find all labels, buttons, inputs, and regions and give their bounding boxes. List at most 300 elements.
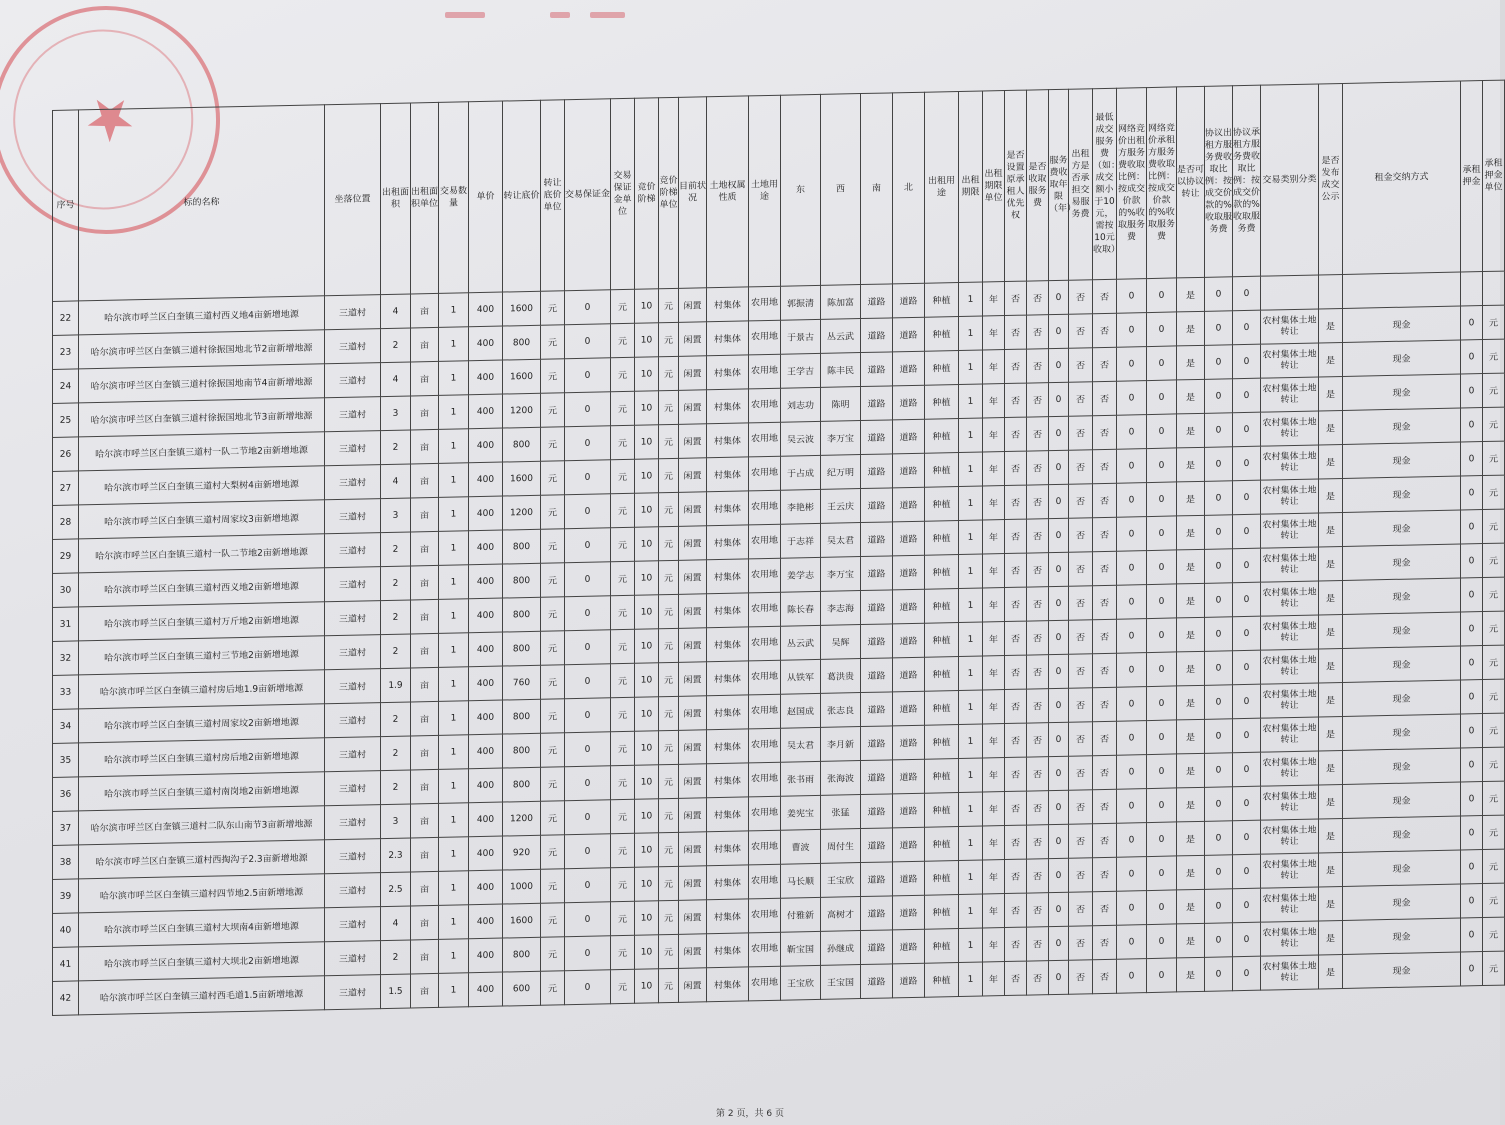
cell-area: 4	[381, 294, 411, 329]
cell-qty: 1	[439, 429, 469, 464]
header-floor-unit: 转让底价单位	[541, 100, 565, 292]
cell-no2: 0	[1147, 312, 1177, 347]
cell-n: 道路	[893, 623, 925, 658]
cell-e: 姜宪宝	[781, 795, 821, 830]
cell-a1: 0	[1205, 821, 1233, 856]
cell-lu: 种植	[925, 521, 959, 556]
cell-pub: 是	[1319, 954, 1343, 989]
cell-a1: 0	[1205, 583, 1233, 618]
header-east: 东	[781, 94, 821, 286]
cell-fy: 0	[1049, 722, 1069, 756]
cell-pay: 现金	[1343, 748, 1461, 784]
cell-e: 马长顺	[781, 863, 821, 898]
cell-own: 村集体	[707, 525, 749, 560]
cell-lu: 种植	[925, 759, 959, 794]
cell-term: 1	[959, 520, 983, 555]
cell-e: 赵国成	[781, 693, 821, 728]
cell-qty: 1	[439, 973, 469, 1008]
cell-qty: 1	[439, 463, 469, 498]
cell-no: 37	[53, 811, 79, 846]
cell-name: 哈尔滨市呼兰区白奎镇三道村一队二节地2亩新增地源	[79, 534, 325, 573]
header-fee-years: 服务费收取年限（年）	[1049, 89, 1069, 280]
cell-su: 元	[659, 424, 679, 458]
cell-e: 王学吉	[781, 353, 821, 388]
cell-lu: 种植	[925, 827, 959, 862]
cell-a1: 0	[1205, 311, 1233, 346]
cell-own: 村集体	[707, 967, 749, 1002]
cell-own: 村集体	[707, 287, 749, 322]
cell-area: 2	[381, 702, 411, 737]
cell-price: 400	[469, 326, 503, 361]
seal-star-icon: ★	[68, 74, 151, 161]
cell-lf: 否	[1069, 960, 1093, 995]
cell-dep: 0	[565, 902, 611, 937]
cell-ld: 0	[1461, 680, 1483, 714]
cell-tu: 年	[983, 894, 1005, 928]
cell-unit: 亩	[411, 735, 439, 770]
cell-ag: 是	[1177, 311, 1205, 346]
cell-mf: 否	[1093, 857, 1117, 892]
cell-tu: 年	[983, 758, 1005, 792]
cell-status: 闲置	[679, 968, 707, 1003]
cell-mf: 否	[1093, 483, 1117, 518]
cell-no2: 0	[1147, 720, 1177, 755]
cell-pub: 是	[1319, 648, 1343, 683]
cell-dep: 0	[565, 460, 611, 495]
cell-use: 农用地	[749, 592, 781, 627]
cell-loc: 三道村	[325, 363, 381, 398]
cell-tu: 年	[983, 860, 1005, 894]
cell-no2: 0	[1147, 482, 1177, 517]
cell-name: 哈尔滨市呼兰区白奎镇三道村南岗地2亩新增地源	[79, 772, 325, 811]
cell-ag: 是	[1177, 889, 1205, 924]
cell-price: 400	[469, 734, 503, 769]
cell-f: 否	[1027, 859, 1049, 893]
cell-lf: 否	[1069, 382, 1093, 417]
cell-term: 1	[959, 656, 983, 691]
cell-f: 否	[1027, 553, 1049, 587]
cell-price: 400	[469, 632, 503, 667]
cell-no1: 0	[1117, 823, 1147, 858]
cell-floor: 800	[503, 767, 541, 802]
cell-su: 元	[659, 628, 679, 662]
cell-term: 1	[959, 758, 983, 793]
cell-ld: 0	[1461, 510, 1483, 544]
cell-tu: 年	[983, 656, 1005, 690]
cell-price: 400	[469, 972, 503, 1007]
cell-a2: 0	[1233, 480, 1261, 515]
cell-ldu: 元	[1483, 713, 1505, 747]
cell-term: 1	[959, 622, 983, 657]
cell-tu: 年	[983, 350, 1005, 384]
cell-fu: 元	[541, 597, 565, 632]
cell-a1: 0	[1205, 345, 1233, 380]
cell-w: 李万宝	[821, 557, 861, 592]
cell-floor: 800	[503, 529, 541, 564]
cell-step: 10	[635, 969, 659, 1004]
cell-a1: 0	[1205, 379, 1233, 414]
cell-no2: 0	[1147, 686, 1177, 721]
cell-step: 10	[635, 289, 659, 324]
header-name: 标的名称	[79, 105, 325, 301]
cell-no: 39	[53, 879, 79, 914]
cell-own: 村集体	[707, 457, 749, 492]
header-net-in: 网络竞价承租方服务费收取比例：按成交价款的%收取服务费	[1147, 87, 1177, 279]
cell-ld: 0	[1461, 340, 1483, 374]
cell-cat: 农村集体土地转让	[1261, 343, 1319, 378]
cell-p: 否	[1005, 927, 1027, 961]
cell-n: 道路	[893, 827, 925, 862]
cell-a1: 0	[1205, 855, 1233, 890]
cell-no2: 0	[1147, 346, 1177, 381]
cell-mf: 否	[1093, 381, 1117, 416]
cell-no1: 0	[1117, 585, 1147, 620]
cell-fy: 0	[1049, 586, 1069, 620]
cell-cat: 农村集体土地转让	[1261, 887, 1319, 922]
cell-s: 道路	[861, 318, 893, 353]
cell-du: 元	[611, 459, 635, 494]
cell-cat: 农村集体土地转让	[1261, 683, 1319, 718]
header-deposit-unit: 交易保证金单位	[611, 98, 635, 290]
cell-step: 10	[635, 391, 659, 426]
header-usage: 土地用途	[749, 95, 781, 287]
cell-own: 村集体	[707, 933, 749, 968]
cell-tu: 年	[983, 520, 1005, 554]
header-pay: 租金交纳方式	[1343, 81, 1461, 274]
cell-unit: 亩	[411, 565, 439, 600]
cell-use: 农用地	[749, 286, 781, 321]
cell-s: 道路	[861, 284, 893, 319]
cell-no2: 0	[1147, 278, 1177, 313]
cell-lu: 种植	[925, 861, 959, 896]
cell-s: 道路	[861, 828, 893, 863]
cell-du: 元	[611, 901, 635, 936]
cell-du: 元	[611, 663, 635, 698]
cell-p: 否	[1005, 859, 1027, 893]
cell-tu: 年	[983, 962, 1005, 996]
cell-e: 吴太君	[781, 727, 821, 762]
cell-w: 陈加富	[821, 285, 861, 320]
cell-fu: 元	[541, 869, 565, 904]
header-priority: 是否设置原承租人优先权	[1005, 90, 1027, 281]
cell-unit: 亩	[411, 599, 439, 634]
cell-du: 元	[611, 731, 635, 766]
cell-e: 靳宝国	[781, 931, 821, 966]
cell-status: 闲置	[679, 934, 707, 969]
cell-p: 否	[1005, 519, 1027, 553]
cell-unit: 亩	[411, 327, 439, 362]
cell-no1: 0	[1117, 687, 1147, 722]
cell-w: 李志海	[821, 591, 861, 626]
cell-qty: 1	[439, 361, 469, 396]
cell-own: 村集体	[707, 389, 749, 424]
cell-no: 41	[53, 947, 79, 982]
cell-qty: 1	[439, 633, 469, 668]
cell-lu: 种植	[925, 929, 959, 964]
cell-w: 吴辉	[821, 625, 861, 660]
cell-term: 1	[959, 588, 983, 623]
cell-du: 元	[611, 527, 635, 562]
cell-s: 道路	[861, 624, 893, 659]
cell-dep: 0	[565, 970, 611, 1005]
cell-qty: 1	[439, 531, 469, 566]
cell-area: 2	[381, 328, 411, 363]
cell-term: 1	[959, 384, 983, 419]
cell-n: 道路	[893, 861, 925, 896]
cell-cat: 农村集体土地转让	[1261, 309, 1319, 344]
cell-ld: 0	[1461, 442, 1483, 476]
cell-no: 25	[53, 403, 79, 438]
cell-e: 付雅新	[781, 897, 821, 932]
cell-loc: 三道村	[325, 839, 381, 874]
cell-qty: 1	[439, 735, 469, 770]
cell-no2: 0	[1147, 924, 1177, 959]
cell-pay	[1343, 272, 1461, 308]
cell-status: 闲置	[679, 322, 707, 357]
cell-qty: 1	[439, 667, 469, 702]
cell-a2: 0	[1233, 888, 1261, 923]
cell-loc: 三道村	[325, 941, 381, 976]
cell-pay: 现金	[1343, 544, 1461, 580]
cell-e: 曹波	[781, 829, 821, 864]
cell-fu: 元	[541, 393, 565, 428]
cell-ag: 是	[1177, 719, 1205, 754]
cell-su: 元	[659, 356, 679, 390]
header-agree-out: 协议出租方服务费收取比例：按成交价款的%收取服务费	[1205, 86, 1233, 278]
cell-use: 农用地	[749, 898, 781, 933]
cell-su: 元	[659, 662, 679, 696]
cell-ld: 0	[1461, 408, 1483, 442]
cell-su: 元	[659, 798, 679, 832]
cell-e: 吴云波	[781, 421, 821, 456]
cell-cat: 农村集体土地转让	[1261, 479, 1319, 514]
cell-dep: 0	[565, 528, 611, 563]
cell-a1: 0	[1205, 481, 1233, 516]
cell-no1: 0	[1117, 551, 1147, 586]
cell-w: 吴太君	[821, 523, 861, 558]
cell-pay: 现金	[1343, 374, 1461, 410]
cell-cat: 农村集体土地转让	[1261, 581, 1319, 616]
cell-cat: 农村集体土地转让	[1261, 819, 1319, 854]
cell-own: 村集体	[707, 797, 749, 832]
cell-a2: 0	[1233, 310, 1261, 345]
cell-no: 27	[53, 471, 79, 506]
cell-fy: 0	[1049, 892, 1069, 926]
header-category: 交易类别分类	[1261, 84, 1319, 276]
header-west: 西	[821, 94, 861, 286]
cell-ld: 0	[1461, 952, 1483, 986]
cell-pub: 是	[1319, 478, 1343, 513]
cell-su: 元	[659, 696, 679, 730]
cell-f: 否	[1027, 825, 1049, 859]
cell-a2: 0	[1233, 514, 1261, 549]
cell-lf: 否	[1069, 314, 1093, 349]
cell-status: 闲置	[679, 594, 707, 629]
cell-ag: 是	[1177, 447, 1205, 482]
cell-name: 哈尔滨市呼兰区白奎镇三道村徐振国地南节4亩新增地源	[79, 364, 325, 403]
cell-no1: 0	[1117, 415, 1147, 450]
cell-ld: 0	[1461, 714, 1483, 748]
cell-no2: 0	[1147, 958, 1177, 993]
cell-w: 周付生	[821, 829, 861, 864]
cell-ldu: 元	[1483, 373, 1505, 407]
cell-ag: 是	[1177, 923, 1205, 958]
cell-step: 10	[635, 935, 659, 970]
cell-lu: 种植	[925, 725, 959, 760]
cell-n: 道路	[893, 895, 925, 930]
cropped-mark	[445, 12, 485, 18]
cell-no1: 0	[1117, 755, 1147, 790]
header-deposit: 交易保证金	[565, 99, 611, 291]
cell-status: 闲置	[679, 900, 707, 935]
cell-floor: 800	[503, 427, 541, 462]
cell-s: 道路	[861, 352, 893, 387]
cell-e: 于景古	[781, 319, 821, 354]
header-area-unit: 出租面积单位	[411, 102, 439, 294]
cell-use: 农用地	[749, 830, 781, 865]
cell-no2: 0	[1147, 448, 1177, 483]
cell-unit: 亩	[411, 395, 439, 430]
cell-ldu: 元	[1483, 441, 1505, 475]
cell-pay: 现金	[1343, 646, 1461, 682]
cell-unit: 亩	[411, 429, 439, 464]
cell-step: 10	[635, 595, 659, 630]
cell-status: 闲置	[679, 492, 707, 527]
cell-no2: 0	[1147, 380, 1177, 415]
cell-no2: 0	[1147, 550, 1177, 585]
cell-term: 1	[959, 826, 983, 861]
cell-price: 400	[469, 768, 503, 803]
cell-ldu: 元	[1483, 407, 1505, 441]
cell-a1: 0	[1205, 277, 1233, 312]
cell-term: 1	[959, 860, 983, 895]
cell-p: 否	[1005, 349, 1027, 383]
header-lease-use: 出租用途	[925, 92, 959, 284]
cell-status: 闲置	[679, 356, 707, 391]
cell-loc: 三道村	[325, 329, 381, 364]
cell-step: 10	[635, 697, 659, 732]
cell-fu: 元	[541, 801, 565, 836]
cell-no2: 0	[1147, 652, 1177, 687]
cell-su: 元	[659, 288, 679, 322]
cell-own: 村集体	[707, 831, 749, 866]
cell-floor: 1600	[503, 903, 541, 938]
cell-use: 农用地	[749, 932, 781, 967]
cell-own: 村集体	[707, 695, 749, 730]
cell-status: 闲置	[679, 628, 707, 663]
cell-mf: 否	[1093, 313, 1117, 348]
header-fee-charge: 是否收取服务费	[1027, 90, 1049, 281]
cell-status: 闲置	[679, 288, 707, 323]
cell-price: 400	[469, 836, 503, 871]
cell-ag: 是	[1177, 821, 1205, 856]
cell-qty: 1	[439, 599, 469, 634]
cell-name: 哈尔滨市呼兰区白奎镇三道村四节地2.5亩新增地源	[79, 874, 325, 913]
cell-p: 否	[1005, 553, 1027, 587]
cell-area: 2.5	[381, 872, 411, 907]
cell-fy: 0	[1049, 620, 1069, 654]
cell-fy: 0	[1049, 756, 1069, 790]
cell-ldu: 元	[1483, 305, 1505, 339]
cell-floor: 1200	[503, 801, 541, 836]
table-header-row	[53, 80, 1505, 301]
header-north: 北	[893, 92, 925, 284]
cell-lf: 否	[1069, 586, 1093, 621]
cell-floor: 800	[503, 699, 541, 734]
cell-ag: 是	[1177, 855, 1205, 890]
cell-pub: 是	[1319, 886, 1343, 921]
cell-tu: 年	[983, 384, 1005, 418]
cell-fu: 元	[541, 699, 565, 734]
cell-no: 31	[53, 607, 79, 642]
cell-su: 元	[659, 764, 679, 798]
cell-du: 元	[611, 595, 635, 630]
page-footer: 第 2 页，共 6 页	[716, 1109, 784, 1119]
cell-n: 道路	[893, 385, 925, 420]
cell-no1: 0	[1117, 891, 1147, 926]
cell-term: 1	[959, 282, 983, 317]
cell-own: 村集体	[707, 899, 749, 934]
cell-lu: 种植	[925, 657, 959, 692]
cell-area: 4	[381, 464, 411, 499]
cell-du: 元	[611, 969, 635, 1004]
header-south: 南	[861, 93, 893, 285]
cell-name: 哈尔滨市呼兰区白奎镇三道村西义地2亩新增地源	[79, 568, 325, 607]
header-floor-price: 转让底价	[503, 100, 541, 292]
cell-ldu: 元	[1483, 679, 1505, 713]
cell-ldu: 元	[1483, 577, 1505, 611]
cell-area: 2	[381, 770, 411, 805]
cell-n: 道路	[893, 759, 925, 794]
cell-ag: 是	[1177, 685, 1205, 720]
cell-a1: 0	[1205, 447, 1233, 482]
cell-no2: 0	[1147, 822, 1177, 857]
cell-price: 400	[469, 938, 503, 973]
cell-fu: 元	[541, 665, 565, 700]
cell-own: 村集体	[707, 593, 749, 628]
cell-mf: 否	[1093, 449, 1117, 484]
cell-floor: 920	[503, 835, 541, 870]
cell-no1: 0	[1117, 279, 1147, 314]
cell-ldu: 元	[1483, 543, 1505, 577]
cropped-mark	[550, 12, 570, 18]
cell-a2: 0	[1233, 412, 1261, 447]
cell-mf: 否	[1093, 721, 1117, 756]
cell-su: 元	[659, 968, 679, 1002]
cell-use: 农用地	[749, 320, 781, 355]
header-area: 出租面积	[381, 103, 411, 295]
cell-n: 道路	[893, 487, 925, 522]
cell-loc: 三道村	[325, 533, 381, 568]
cell-no: 32	[53, 641, 79, 676]
cell-step: 10	[635, 663, 659, 698]
cell-a2: 0	[1233, 276, 1261, 311]
cell-no1: 0	[1117, 789, 1147, 824]
cell-p: 否	[1005, 315, 1027, 349]
cell-name: 哈尔滨市呼兰区白奎镇三道村西掏沟子2.3亩新增地源	[79, 840, 325, 879]
cell-lf: 否	[1069, 756, 1093, 791]
cell-a1: 0	[1205, 413, 1233, 448]
cell-own: 村集体	[707, 865, 749, 900]
cell-ld: 0	[1461, 850, 1483, 884]
header-term-unit: 出租期限单位	[983, 91, 1005, 282]
cell-a2: 0	[1233, 956, 1261, 991]
cell-mf: 否	[1093, 551, 1117, 586]
cell-cat: 农村集体土地转让	[1261, 853, 1319, 888]
cell-name: 哈尔滨市呼兰区白奎镇三道村徐振国地北节3亩新增地源	[79, 398, 325, 437]
cell-no2: 0	[1147, 754, 1177, 789]
cell-fu: 元	[541, 495, 565, 530]
